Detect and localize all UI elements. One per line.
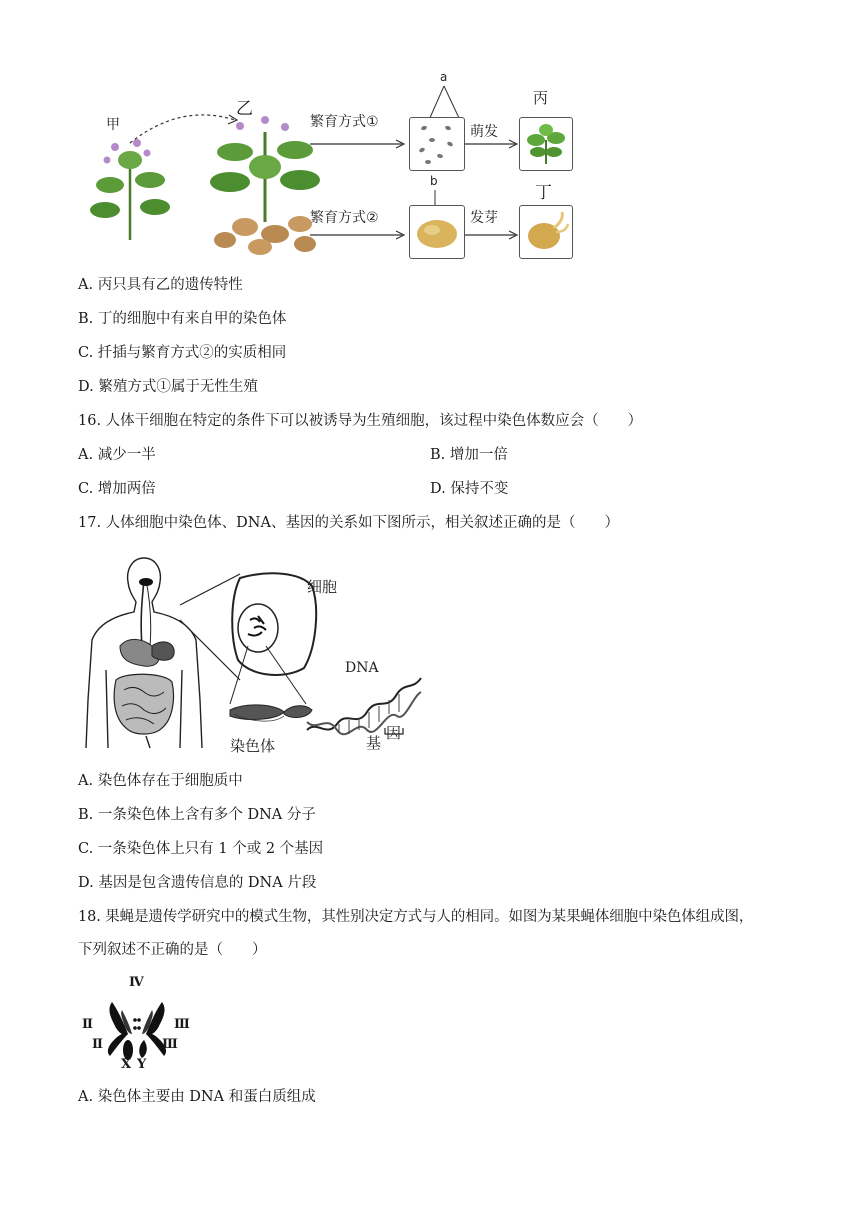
- arrow-method1: [310, 139, 410, 149]
- label-dna: DNA: [345, 660, 379, 676]
- label-gene-2: 因: [386, 724, 402, 742]
- q18-stem-line1: 18. 果蝇是遗传学研究中的模式生物，其性别决定方式与人的相同。如图为某果蝇体细胞中染色体组成图，: [78, 909, 754, 925]
- option-text: 增加两倍: [97, 481, 156, 497]
- option-letter: D.: [430, 481, 446, 497]
- q17-option-b[interactable]: [78, 805, 316, 825]
- q17-option-c[interactable]: [78, 839, 323, 859]
- label-cell: 细胞: [307, 578, 338, 596]
- option-letter: B.: [78, 807, 94, 823]
- option-letter: B.: [78, 311, 94, 327]
- label-roman-ii-a: Ⅱ: [82, 1017, 93, 1032]
- label-germinate: 萌发: [470, 124, 498, 140]
- label-jia: 甲: [106, 117, 120, 133]
- option-text: 保持不变: [450, 481, 509, 497]
- label-y-chromosome: Y: [137, 1057, 147, 1072]
- potato-image: [410, 206, 464, 258]
- option-text: 繁殖方式①属于无性生殖: [98, 379, 258, 395]
- option-letter: A.: [78, 1089, 94, 1105]
- label-roman-ii-b: Ⅱ: [92, 1037, 103, 1052]
- option-text: 减少一半: [97, 447, 156, 463]
- label-method2: 繁育方式②: [310, 210, 379, 226]
- label-bing: 丙: [533, 89, 549, 107]
- q17-option-a[interactable]: [78, 771, 243, 791]
- option-letter: A.: [78, 277, 94, 293]
- q16-option-a[interactable]: [78, 445, 156, 465]
- label-chromosome: 染色体: [230, 737, 276, 755]
- option-letter: C.: [78, 481, 94, 497]
- q15-option-b[interactable]: [78, 309, 286, 329]
- option-letter: D.: [78, 379, 94, 395]
- option-text: 增加一倍: [449, 447, 508, 463]
- q15-option-a[interactable]: [78, 275, 243, 295]
- seedling-image: [520, 118, 572, 170]
- seedling-box: [519, 117, 573, 171]
- option-letter: B.: [430, 447, 446, 463]
- label-x-chromosome: X: [121, 1057, 132, 1072]
- label-roman-iii-a: Ⅲ: [174, 1017, 190, 1032]
- sprouted-potato-box: [519, 205, 573, 259]
- option-text: 染色体主要由 DNA 和蛋白质组成: [97, 1089, 316, 1105]
- q16-option-b[interactable]: [430, 445, 508, 465]
- q17-stem: 17. 人体细胞中染色体、DNA、基因的关系如下图所示，相关叙述正确的是（ ）: [78, 515, 619, 531]
- q17-option-d[interactable]: [78, 873, 316, 893]
- potato-box: [409, 205, 465, 259]
- dna-helix-image: [305, 672, 425, 752]
- q16-option-c[interactable]: [78, 479, 156, 499]
- seeds-box: [409, 117, 465, 171]
- arrow-germinate: [465, 139, 525, 149]
- option-text: 丙只具有乙的遗传特性: [97, 277, 243, 293]
- option-letter: C.: [78, 345, 94, 361]
- label-gene-1: 基: [366, 734, 382, 752]
- option-letter: A.: [78, 773, 94, 789]
- option-text: 扦插与繁育方式②的实质相同: [97, 345, 287, 361]
- option-letter: C.: [78, 841, 94, 857]
- label-a: a: [440, 70, 448, 84]
- label-yi: 乙: [236, 99, 253, 119]
- label-b: b: [430, 174, 438, 188]
- label-roman-iii-b: Ⅲ: [162, 1037, 178, 1052]
- option-text: 染色体存在于细胞质中: [97, 773, 243, 789]
- option-text: 一条染色体上只有 1 个或 2 个基因: [97, 841, 324, 857]
- label-method1: 繁育方式①: [310, 114, 379, 130]
- seeds-image: [410, 118, 464, 170]
- option-text: 一条染色体上含有多个 DNA 分子: [97, 807, 316, 823]
- q16-option-d[interactable]: [430, 479, 508, 499]
- q18-option-a[interactable]: [78, 1087, 316, 1107]
- label-roman-iv: Ⅳ: [129, 975, 144, 990]
- option-text: 基因是包含遗传信息的 DNA 片段: [98, 875, 317, 891]
- q16-stem: 16. 人体干细胞在特定的条件下可以被诱导为生殖细胞，该过程中染色体数应会（ ）: [78, 413, 643, 429]
- arrow-sprout: [465, 230, 525, 240]
- q15-option-c[interactable]: [78, 343, 286, 363]
- option-text: 丁的细胞中有来自甲的染色体: [97, 311, 287, 327]
- option-letter: D.: [78, 875, 94, 891]
- label-ding: 丁: [535, 183, 552, 203]
- sprouted-potato-image: [520, 206, 572, 258]
- q15-option-d[interactable]: [78, 377, 258, 397]
- chromosome-image: [226, 700, 316, 730]
- label-sprout: 发芽: [470, 210, 498, 226]
- q18-stem-line2: 下列叙述不正确的是（ ）: [78, 942, 267, 958]
- option-letter: A.: [78, 447, 94, 463]
- arrow-method2: [310, 230, 410, 240]
